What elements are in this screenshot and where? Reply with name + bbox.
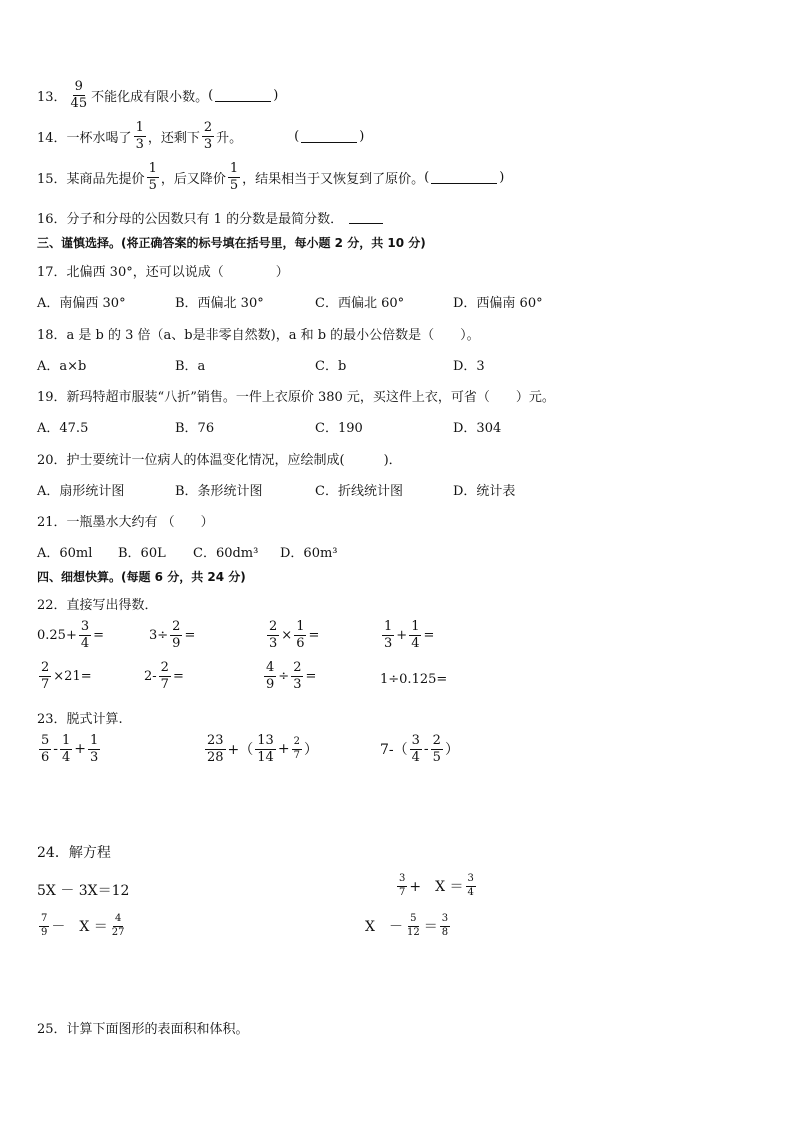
option-a[interactable]: A．47.5 (37, 421, 89, 436)
option-d[interactable]: D．3 (453, 359, 485, 374)
option-c[interactable]: C．190 (315, 421, 363, 436)
fraction: $\frac{9}{45}$ (70, 79, 88, 111)
calc-item: $\frac{2}{3}$ × $\frac{1}{6}$ = (269, 619, 320, 651)
section-4-heading: 四、细想快算。(每题 6 分，共 24 分) (37, 570, 246, 584)
answer-blank[interactable] (215, 89, 271, 102)
answer-blank[interactable] (431, 171, 497, 184)
fraction: $\frac{1}{3}$ (135, 120, 144, 152)
expression: $\frac{5}{6}$ - $\frac{1}{4}$ + $\frac{1}{3}$ (41, 733, 99, 765)
question-16: 16．分子和分母的公因数只有 1 的分数是最简分数． (37, 208, 385, 227)
option-b[interactable]: B．西偏北 30° (175, 296, 264, 311)
option-b[interactable]: B．a (175, 359, 206, 374)
calc-item: 1÷0.125= (380, 672, 448, 687)
option-a[interactable]: A．南偏西 30° (37, 296, 126, 311)
option-d[interactable]: D．西偏南 60° (453, 296, 543, 311)
option-c[interactable]: C．b (315, 359, 347, 374)
question-23-title: 23．脱式计算. (37, 712, 123, 727)
question-25: 25．计算下面图形的表面积和体积。 (37, 1022, 249, 1037)
answer-blank[interactable] (349, 211, 383, 224)
calc-item: $\frac{2}{7}$ ×21= (41, 660, 92, 692)
expression: $\frac{23}{28}$ +（ $\frac{13}{14}$ + $\frac{2}{7}$ ） (207, 733, 318, 765)
calc-item: 2- $\frac{2}{7}$ = (144, 660, 184, 692)
option-b[interactable]: B．76 (175, 421, 215, 436)
question-20: 20．护士要统计一位病人的体温变化情况，应绘制成( )． (37, 453, 402, 468)
option-a[interactable]: A．60ml (37, 546, 93, 561)
option-a[interactable]: A．a×b (37, 359, 87, 374)
fraction: $\frac{1}{5}$ (148, 161, 157, 193)
option-d[interactable]: D．60m³ (280, 546, 338, 561)
answer-blank[interactable] (301, 130, 357, 143)
question-number: 13． (37, 89, 67, 105)
option-d[interactable]: D．统计表 (453, 484, 516, 499)
question-15: 15． 某商品先提价 $\frac{1}{5}$ ，后又降价 $\frac{1}{5}$ ，结果相当于又恢复到了原价。 ( ) (37, 161, 505, 193)
option-b[interactable]: B．60L (118, 546, 166, 561)
question-22-title: 22．直接写出得数． (37, 598, 158, 613)
option-a[interactable]: A．扇形统计图 (37, 484, 125, 499)
equation: X － $\frac{5}{12}$ ＝ $\frac{3}{8}$ (365, 913, 449, 938)
question-17: 17．北偏西 30°，还可以说成（ ） (37, 265, 289, 280)
equation: $\frac{3}{7}$ + X ＝ $\frac{3}{4}$ (399, 873, 474, 898)
equation: $\frac{7}{9}$ － X ＝ $\frac{4}{27}$ (41, 913, 125, 938)
option-c[interactable]: C．60dm³ (193, 546, 259, 561)
question-13: 13． $\frac{9}{45}$ 不能化成有限小数。 ( ) (37, 79, 279, 111)
expression: 7-（ $\frac{3}{4}$ - $\frac{2}{5}$ ） (380, 733, 459, 765)
calc-item: $\frac{1}{3}$ + $\frac{1}{4}$ = (384, 619, 435, 651)
option-c[interactable]: C．折线统计图 (315, 484, 403, 499)
question-19: 19．新玛特超市服装“八折”销售。一件上衣原价 380 元，买这件上衣，可省（ ）元。 (37, 390, 555, 405)
option-b[interactable]: B．条形统计图 (175, 484, 263, 499)
option-c[interactable]: C．西偏北 60° (315, 296, 405, 311)
calc-item: $\frac{4}{9}$ ÷ $\frac{2}{3}$ = (266, 660, 317, 692)
question-14: 14． 一杯水喝了 $\frac{1}{3}$ ，还剩下 $\frac{2}{3}$ 升。 ( ) (37, 120, 365, 152)
equation: 5X － 3X＝12 (37, 883, 130, 899)
question-24-title: 24．解方程 (37, 845, 111, 861)
section-3-heading: 三、谨慎选择。(将正确答案的标号填在括号里，每小题 2 分，共 10 分) (37, 236, 426, 250)
calc-item: 3÷ $\frac{2}{9}$ = (149, 619, 196, 651)
question-21: 21．一瓶墨水大约有 （ ） (37, 515, 214, 530)
option-d[interactable]: D．304 (453, 421, 502, 436)
fraction: $\frac{1}{5}$ (229, 161, 239, 193)
question-18: 18．a 是 b 的 3 倍（a、b是非零自然数)，a 和 b 的最小公倍数是（ ）。 (37, 328, 480, 343)
calc-item: 0.25+ $\frac{3}{4}$ = (37, 619, 105, 651)
fraction: $\frac{2}{3}$ (203, 120, 213, 152)
